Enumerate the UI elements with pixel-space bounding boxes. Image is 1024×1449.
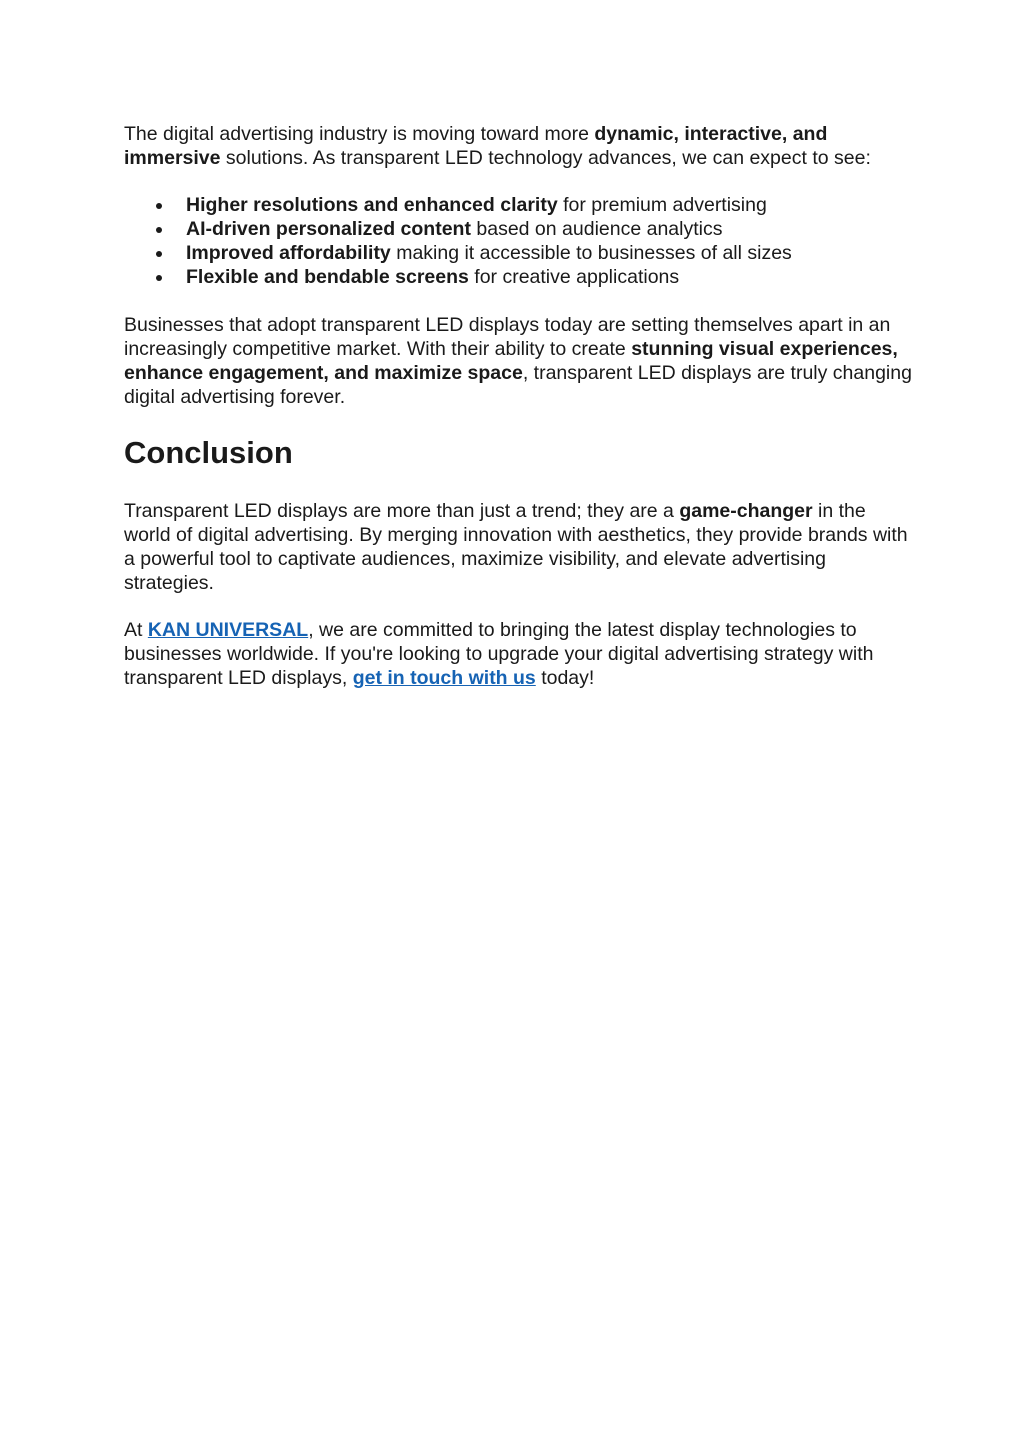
bullet-icon: [156, 227, 162, 233]
list-item-text: for premium advertising: [557, 194, 767, 216]
list-item-bold: Flexible and bendable screens: [186, 266, 469, 288]
intro-bold: dynamic, interactive, and immersive: [124, 123, 828, 169]
list-item: [186, 241, 914, 265]
intro-text: The digital advertising industry is moving toward more: [124, 123, 595, 145]
conclusion-text: Transparent LED displays are more than just a trend; they are a: [124, 500, 680, 522]
conclusion-paragraph: [124, 499, 914, 595]
list-item: [186, 265, 914, 289]
list-item-text: based on audience analytics: [470, 218, 723, 240]
list-item: [186, 193, 914, 217]
closing-text-mid: , we are committed to bringing the latest display technologies to businesses worldwide. If you're looking to upgrade your digital advertising strategy with transparent LED displays,: [124, 619, 874, 689]
businesses-text-end: , transparent LED displays are truly changing digital advertising forever.: [124, 362, 912, 408]
list-item-text: for creative applications: [468, 266, 680, 288]
list-item-bold: AI-driven personalized content: [186, 218, 471, 240]
businesses-paragraph: [124, 313, 914, 409]
intro-text-end: solutions. As transparent LED technology advances, we can expect to see:: [220, 147, 871, 169]
document-page: [124, 122, 914, 690]
closing-text-end: today!: [535, 667, 595, 689]
businesses-bold: stunning visual experiences, enhance engagement, and maximize space: [124, 338, 898, 384]
bullet-icon: [156, 275, 162, 281]
list-item: [186, 217, 914, 241]
closing-paragraph: [124, 618, 914, 690]
conclusion-heading: Conclusion: [124, 435, 293, 470]
list-item-bold: Improved affordability: [186, 242, 391, 264]
businesses-text: Businesses that adopt transparent LED displays today are setting themselves apart in an increasingly competitive market. With their ability to create: [124, 314, 891, 360]
closing-text: At: [124, 619, 148, 641]
conclusion-text-end: in the world of digital advertising. By merging innovation with aesthetics, they provide brands with a powerful tool to captivate audiences, maximize visibility, and elevate advertising strategies.: [124, 500, 908, 594]
trend-list: [124, 193, 914, 289]
bullet-icon: [156, 203, 162, 209]
list-item-text: making it accessible to businesses of all sizes: [390, 242, 792, 264]
bullet-icon: [156, 251, 162, 257]
contact-link[interactable]: get in touch with us: [352, 667, 536, 689]
conclusion-bold: game-changer: [679, 500, 813, 522]
intro-paragraph: [124, 122, 914, 170]
list-item-bold: Higher resolutions and enhanced clarity: [186, 194, 558, 216]
kan-universal-link[interactable]: KAN UNIVERSAL: [147, 619, 309, 641]
